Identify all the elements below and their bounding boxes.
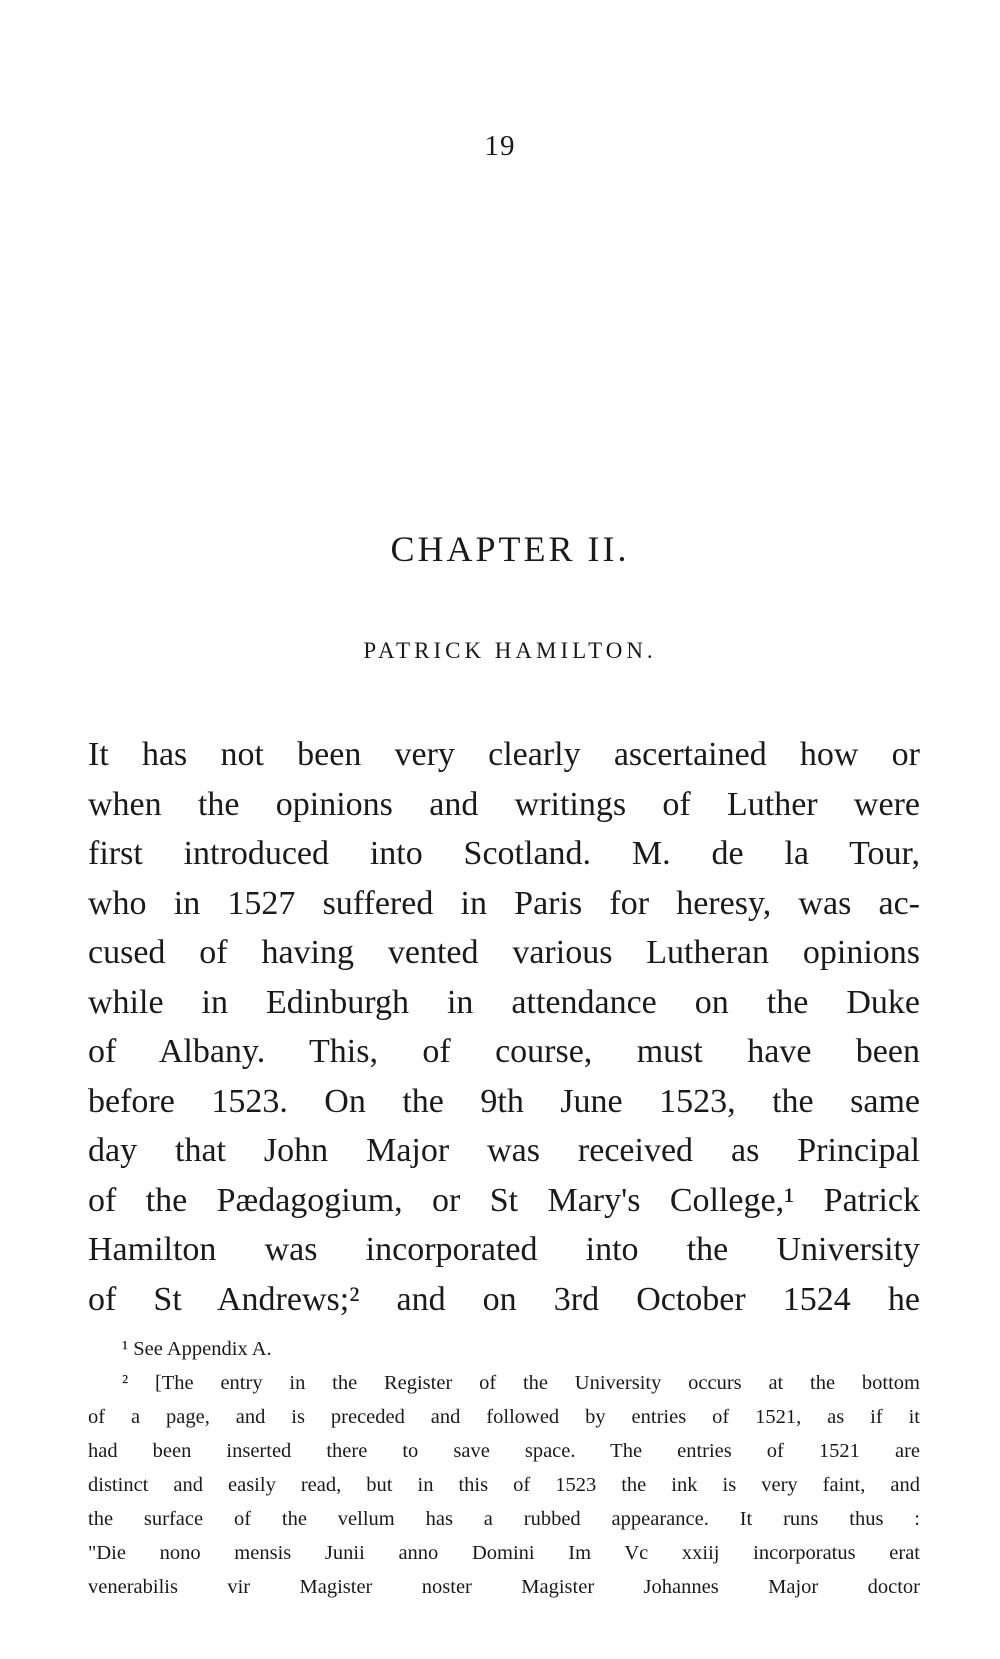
- footnote-2-line: distinct and easily read, but in this of 1523 the ink is very faint, and: [88, 1474, 920, 1496]
- footnote-2-line: venerabilis vir Magister noster Magister Johannes Major doctor: [88, 1576, 920, 1598]
- body-text: [88, 730, 920, 1324]
- footnote-2-line: the surface of the vellum has a rubbed appearance. It runs thus :: [88, 1508, 920, 1530]
- body-line: cused of having vented various Lutheran opinions: [88, 934, 920, 971]
- footnotes: [88, 1332, 920, 1604]
- body-line: when the opinions and writings of Luther were: [88, 785, 920, 823]
- footnote-2-line: ² [The entry in the Register of the University occurs at the bottom: [122, 1372, 920, 1394]
- body-line: first introduced into Scotland. M. de la Tour,: [88, 835, 920, 872]
- body-line: who in 1527 suffered in Paris for heresy, was ac-: [88, 884, 920, 922]
- body-line: while in Edinburgh in attendance on the Duke: [88, 983, 920, 1021]
- body-line: of St Andrews;² and on 3rd October 1524 he: [88, 1280, 920, 1318]
- footnote-2-line: "Die nono mensis Junii anno Domini Im Vc xxiij incorporatus erat: [88, 1542, 920, 1564]
- chapter-heading: CHAPTER II.: [390, 529, 630, 569]
- footnote-2-line: had been inserted there to save space. The entries of 1521 are: [88, 1440, 920, 1462]
- body-line: before 1523. On the 9th June 1523, the same: [88, 1082, 920, 1120]
- chapter-subtitle: PATRICK HAMILTON.: [363, 638, 657, 663]
- body-line: Hamilton was incorporated into the University: [88, 1231, 920, 1268]
- body-line: of Albany. This, of course, must have been: [88, 1033, 920, 1070]
- footnote-1: ¹ See Appendix A.: [122, 1338, 272, 1360]
- page-number: 19: [484, 130, 516, 162]
- body-line: It has not been very clearly ascertained how or: [88, 736, 920, 773]
- body-line: of the Pædagogium, or St Mary's College,¹ Patrick: [88, 1181, 920, 1219]
- body-line: day that John Major was received as Principal: [88, 1132, 920, 1169]
- footnote-2-line: of a page, and is preceded and followed by entries of 1521, as if it: [88, 1406, 920, 1428]
